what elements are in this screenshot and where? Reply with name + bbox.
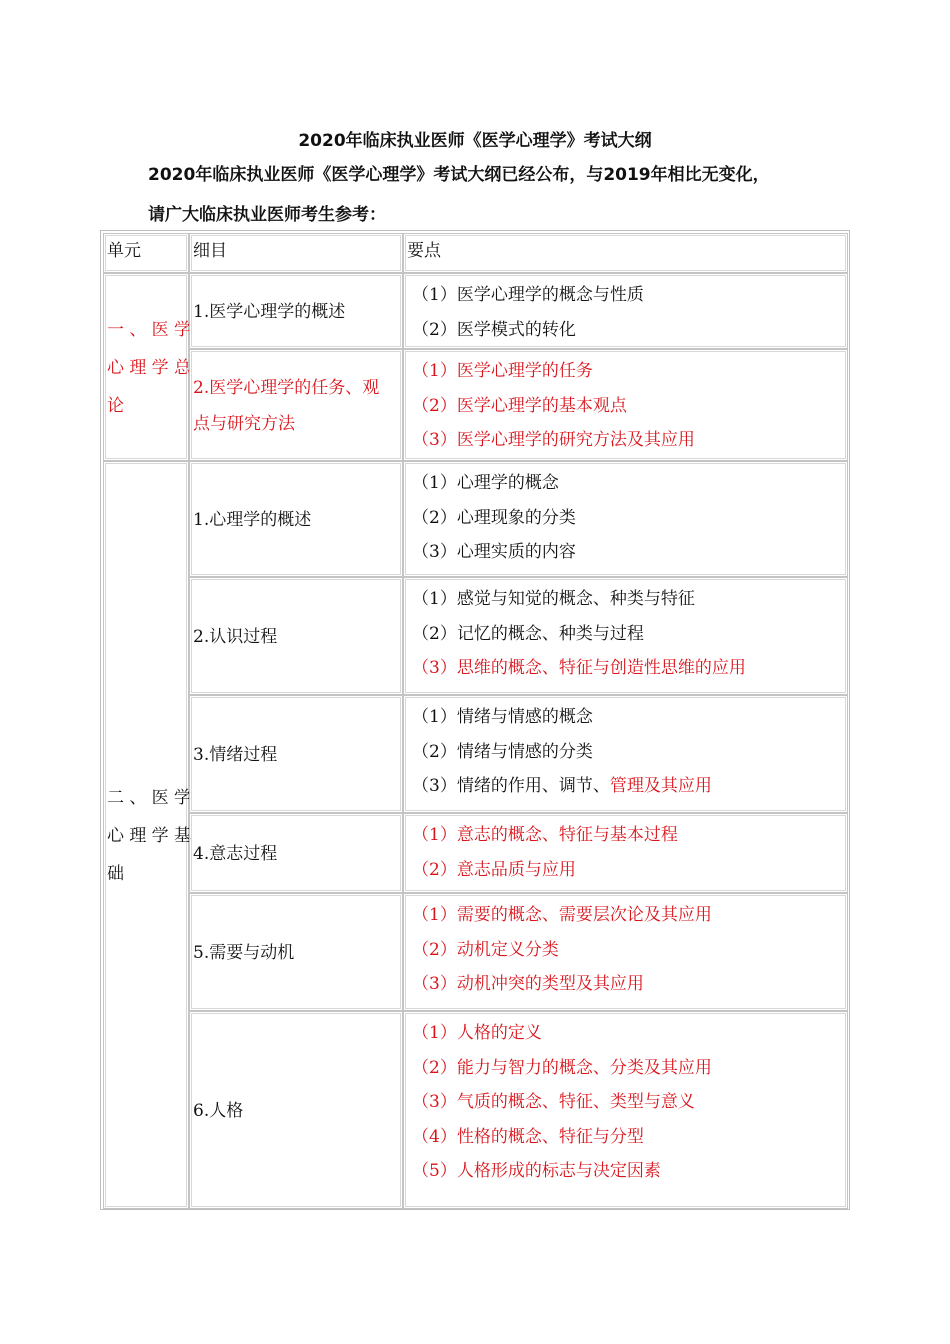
point-text-highlight: 管理及其应用 — [609, 776, 712, 796]
point-item — [412, 651, 843, 686]
unit-label-line: 一、医学 — [107, 320, 191, 340]
point-item — [412, 423, 843, 458]
header-subject-cell — [189, 233, 403, 273]
points-cell — [403, 695, 848, 813]
point-item — [412, 582, 843, 617]
point-item — [412, 1085, 843, 1120]
header-subject: 细目 — [193, 241, 227, 261]
point-text: （2）能力与智力的概念、分类及其应用 — [412, 1057, 712, 1078]
point-text: （5）人格形成的标志与决定因素 — [412, 1161, 661, 1181]
point-text: （3）医学心理学的研究方法及其应用 — [412, 430, 695, 450]
point-item — [412, 1154, 843, 1189]
subject-label-line: 点与研究方法 — [193, 414, 295, 434]
subject-cell — [189, 813, 403, 893]
unit-label-line: 二、医学 — [107, 788, 191, 808]
point-item — [412, 933, 843, 968]
subject-label-line: 1.心理学的概述 — [193, 510, 312, 530]
subject-label-line: 6.人格 — [193, 1101, 244, 1121]
point-text: （1）人格的定义 — [412, 1023, 542, 1043]
point-text: （2）医学心理学的基本观点 — [412, 395, 627, 416]
subject-cell — [189, 695, 403, 813]
subject-label-line: 2.医学心理学的任务、观 — [193, 378, 380, 398]
points-cell — [403, 1011, 848, 1209]
unit-label-line: 心理学总 — [107, 358, 191, 378]
point-text: （1）医学心理学的概念与性质 — [412, 285, 644, 305]
subject-label-line: 1.医学心理学的概述 — [193, 302, 346, 322]
subject-label — [193, 1093, 400, 1129]
point-item — [412, 389, 843, 424]
subject-label — [193, 370, 400, 442]
point-text: （1）医学心理学的任务 — [412, 361, 593, 381]
point-item — [412, 1120, 843, 1155]
unit-cell — [103, 461, 189, 1209]
point-text: （2）医学模式的转化 — [412, 319, 576, 340]
points-cell — [403, 577, 848, 695]
unit-label-line: 础 — [107, 864, 124, 884]
points-list — [412, 278, 843, 347]
header-points-cell — [403, 233, 848, 273]
point-text: （1）感觉与知觉的概念、种类与特征 — [412, 589, 695, 609]
points-list — [412, 1016, 843, 1189]
subject-cell — [189, 273, 403, 349]
unit-label-line: 论 — [107, 396, 124, 416]
point-text: （2）记忆的概念、种类与过程 — [412, 623, 644, 644]
subject-label — [193, 737, 400, 773]
point-item — [412, 278, 843, 313]
point-item — [412, 617, 843, 652]
subject-cell — [189, 349, 403, 461]
points-list — [412, 354, 843, 458]
unit-label — [107, 779, 191, 893]
subject-label — [193, 619, 400, 655]
point-text: （1）需要的概念、需要层次论及其应用 — [412, 905, 712, 925]
point-item — [412, 313, 843, 348]
syllabus-table — [100, 230, 850, 1210]
subject-label — [193, 502, 400, 538]
point-item — [412, 853, 843, 888]
unit-cell — [103, 273, 189, 461]
point-item — [412, 735, 843, 770]
point-item — [412, 700, 843, 735]
point-item — [412, 967, 843, 1002]
points-cell — [403, 349, 848, 461]
point-item — [412, 466, 843, 501]
points-list — [412, 818, 843, 887]
subject-cell — [189, 1011, 403, 1209]
subject-cell — [189, 461, 403, 577]
point-text: （2）情绪与情感的分类 — [412, 741, 593, 762]
point-text: （1）意志的概念、特征与基本过程 — [412, 825, 678, 845]
point-text: （2）意志品质与应用 — [412, 859, 576, 880]
subject-label — [193, 836, 400, 872]
point-item — [412, 769, 843, 804]
header-unit: 单元 — [107, 241, 141, 261]
unit-label — [107, 311, 191, 425]
header-points: 要点 — [407, 241, 441, 261]
subject-label-line: 2.认识过程 — [193, 627, 278, 647]
points-cell — [403, 893, 848, 1011]
points-list — [412, 898, 843, 1002]
point-text: （3）思维的概念、特征与创造性思维的应用 — [412, 658, 746, 678]
point-text: （3）气质的概念、特征、类型与意义 — [412, 1092, 695, 1112]
intro-line-2: 请广大临床执业医师考生参考： — [148, 205, 386, 225]
points-cell — [403, 273, 848, 349]
header-unit-cell — [103, 233, 189, 273]
intro-line-1: 2020年临床执业医师《医学心理学》考试大纲已经公布，与2019年相比无变化， — [148, 165, 770, 185]
point-text: （3）情绪的作用、调节、 — [412, 776, 610, 796]
subject-cell — [189, 893, 403, 1011]
point-text: （2）心理现象的分类 — [412, 507, 576, 528]
points-cell — [403, 461, 848, 577]
points-list — [412, 700, 843, 804]
points-cell — [403, 813, 848, 893]
point-item — [412, 1016, 843, 1051]
subject-label-line: 3.情绪过程 — [193, 745, 278, 765]
subject-label-line: 4.意志过程 — [193, 844, 278, 864]
point-text: （3）心理实质的内容 — [412, 542, 576, 562]
point-text: （3）动机冲突的类型及其应用 — [412, 974, 644, 994]
point-text: （1）情绪与情感的概念 — [412, 707, 593, 727]
point-text: （2）动机定义分类 — [412, 939, 559, 960]
subject-label — [193, 294, 400, 330]
points-list — [412, 582, 843, 686]
point-item — [412, 501, 843, 536]
point-item — [412, 898, 843, 933]
subject-cell — [189, 577, 403, 695]
document-title: 2020年临床执业医师《医学心理学》考试大纲 — [298, 131, 652, 151]
point-text: （4）性格的概念、特征与分型 — [412, 1126, 644, 1147]
subject-label — [193, 935, 400, 971]
point-item — [412, 1051, 843, 1086]
subject-label-line: 5.需要与动机 — [193, 943, 295, 963]
points-list — [412, 466, 843, 570]
unit-label-line: 心理学基 — [107, 826, 191, 846]
point-item — [412, 818, 843, 853]
point-text: （1）心理学的概念 — [412, 473, 559, 493]
point-item — [412, 354, 843, 389]
point-item — [412, 535, 843, 570]
